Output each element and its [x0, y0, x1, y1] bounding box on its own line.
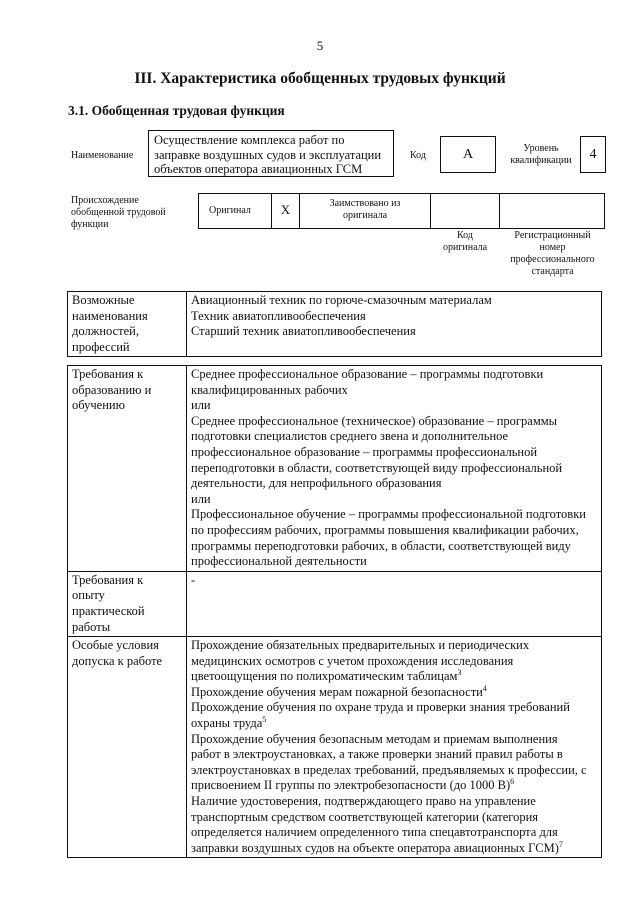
page-number: 5 [316, 38, 324, 53]
education-label-line: образованию и [72, 382, 152, 397]
education-row [68, 366, 602, 572]
education-line: профессиональное образование – программы профессиональной [191, 444, 538, 459]
origin-table [198, 193, 605, 229]
education-label-line: Требования к [72, 367, 144, 381]
borrowed-label [300, 198, 430, 222]
special-label-line: Особые условия [72, 638, 159, 653]
origin-label-line: функции [71, 219, 109, 230]
special-line: присвоением II группы по электробезопасности (до 1000 В)$^6$ [191, 777, 515, 793]
code-original-label [430, 230, 500, 254]
position-item: Техник авиатопливообеспечения [191, 308, 366, 323]
positions-label [68, 292, 187, 357]
education-line: профессиональной деятельности [191, 554, 367, 569]
original-mark: X [280, 202, 291, 217]
positions-label-line: Возможные [72, 293, 135, 307]
origin-label-line: Происхождение [71, 195, 139, 206]
education-line: Среднее профессиональное образование – программы подготовки [191, 367, 544, 381]
special-line: электроустановках в пределах требований, предъявляемых к профессии, с [191, 762, 587, 777]
experience-row [68, 571, 602, 636]
origin-label [71, 195, 166, 231]
level-label [503, 143, 579, 167]
positions-list [187, 292, 602, 357]
special-label [68, 637, 187, 858]
experience-label-line: опыту [72, 588, 105, 603]
footnote-ref: 5 [262, 714, 267, 724]
code-original-line: Код [457, 230, 473, 241]
education-line: подготовки специалистов среднего звена и дополнительное [191, 429, 509, 444]
special-line: медицинских осмотров с учетом прохождения исследования [191, 653, 514, 668]
education-line: квалифицированных рабочих [191, 382, 348, 397]
special-line: работ в электроустановках, а также проверки знаний правил работы в [191, 747, 563, 762]
experience-label-line: практической [72, 603, 145, 618]
position-item: Старший техник авиатопливообеспечения [191, 324, 416, 339]
reg-number-line: профессионального [510, 254, 595, 265]
special-row [68, 637, 602, 858]
requirements-table [67, 365, 602, 858]
section-subtitle: 3.1. Обобщенная трудовая функция [68, 103, 285, 118]
reg-number-label [500, 230, 605, 278]
special-line: Прохождение обязательных предварительных и периодических [191, 638, 530, 653]
origin-label-line: обобщенной трудовой [71, 207, 166, 218]
education-line: деятельности, для непрофильного образования [191, 476, 442, 491]
level-label-line: Уровень [523, 143, 559, 154]
code-label: Код [410, 150, 426, 161]
positions-label-line: профессий [72, 339, 130, 354]
education-line: Профессиональное обучение – программы профессиональной подготовки [191, 507, 586, 522]
special-line: транспортным средством соответствующей категории (категория [191, 809, 539, 824]
footnote-ref: 6 [510, 777, 515, 787]
education-line: или [191, 398, 211, 413]
education-line: Среднее профессиональное (техническое) образование – программы [191, 413, 558, 428]
special-line: цветоощущения по полихроматическим таблицам$^3$ [191, 668, 462, 684]
special-line: Наличие удостоверения, подтверждающего право на управление [191, 794, 536, 809]
special-line: охраны труда$^5$ [191, 714, 267, 731]
education-label [68, 366, 187, 572]
footnote-ref: 7 [558, 839, 563, 849]
level-label-line: квалификации [510, 155, 572, 166]
reg-number-line: Регистрационный [514, 230, 591, 241]
name-label: Наименование [71, 150, 134, 161]
experience-value: - [187, 571, 602, 636]
special-line: определяется наличием определенного типа спецавтотранспорта для [191, 825, 558, 840]
function-name-line: объектов оператора авиационных ГСМ [154, 162, 363, 176]
education-label-line: обучению [72, 398, 125, 413]
experience-label [68, 571, 187, 636]
position-item: Авиационный техник по горюче-смазочным материалам [191, 293, 492, 307]
experience-label-line: работы [72, 619, 111, 634]
positions-table [67, 291, 602, 357]
experience-label-line: Требования к [72, 572, 144, 587]
borrowed-label-line: оригинала [342, 210, 388, 221]
code-value-box [440, 136, 496, 173]
reg-number-line: номер [539, 242, 566, 253]
page-title: III. Характеристика обобщенных трудовых функций [134, 70, 506, 87]
special-label-line: допуска к работе [72, 653, 163, 668]
education-line: переподготовки в области, соответствующей виду профессиональной [191, 460, 563, 475]
positions-label-line: наименования [72, 308, 148, 323]
code-original-line: оригинала [442, 242, 488, 253]
code-value: A [462, 147, 474, 162]
level-value-box [580, 136, 606, 173]
special-line: заправки воздушных судов на объекте оператора авиационных ГСМ)$^7$ [191, 839, 563, 855]
special-text [187, 637, 602, 858]
positions-label-line: должностей, [72, 324, 139, 339]
borrowed-label-line: Заимствовано из [329, 198, 401, 209]
reg-number-line: стандарта [531, 266, 574, 277]
education-text [187, 366, 602, 572]
special-line: Прохождение обучения мерам пожарной безопасности$^4$ [191, 683, 487, 699]
special-line: Прохождение обучения по охране труда и проверки знания требований [191, 700, 570, 715]
footnote-ref: 3 [457, 668, 462, 678]
function-name-box [148, 130, 394, 177]
original-label: Оригинал [209, 205, 251, 216]
function-name-line: Осуществление комплекса работ по [154, 133, 345, 147]
education-line: программы переподготовки рабочих, в области, соответствующей виду [191, 538, 571, 553]
education-line: по профессиям рабочих, программы повышения квалификации рабочих, [191, 522, 579, 537]
function-name-line: заправке воздушных судов и эксплуатации [154, 147, 382, 162]
level-value: 4 [589, 147, 597, 162]
education-line: или [191, 491, 211, 506]
footnote-ref: 4 [482, 683, 487, 693]
special-line: Прохождение обучения безопасным методам и приемам выполнения [191, 731, 558, 746]
